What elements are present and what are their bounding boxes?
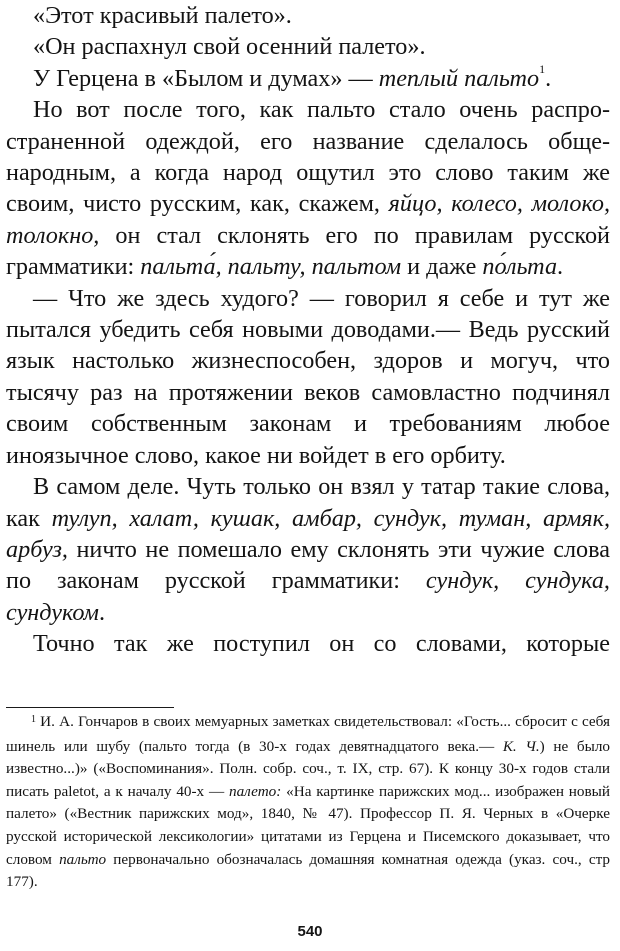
footnote-italic-3: пальто	[59, 850, 107, 868]
paragraph-1-text: «Этот красивый палето».	[33, 2, 292, 29]
paragraph-4-text-2: он стал склонять его по правилам русской грамматики:	[6, 221, 610, 281]
paragraph-4-text-3: и даже	[401, 253, 483, 281]
paragraph-4-text-1: Но вот после того, как пальто стало очень распространенной одеждой, его название сделалось общенародным, а когда народ ощутил это слово таким же своим, чисто русским, как, скажем,	[6, 96, 610, 218]
paragraph-6	[6, 471, 610, 628]
paragraph-4-italic-3: по́льта	[482, 253, 558, 281]
paragraph-6-text-2: ничто не помешало ему склонять эти чужие слова по законам русской грамматики:	[6, 535, 610, 595]
footnote-italic-2: палето:	[228, 782, 282, 800]
footnote-text-4: первоначально обозначалась домашняя комнатная одежда (указ. соч., стр 177).	[6, 850, 610, 891]
paragraph-6-text-1: В самом деле. Чуть только он взял у татар такие слова, как	[6, 473, 610, 532]
paragraph-5	[6, 283, 610, 471]
paragraph-3-text: У Герцена в «Былом и думах» —	[33, 64, 379, 92]
paragraph-4-end: .	[557, 253, 564, 281]
footnote-text-2: ) не было известно...)» («Воспоминания». Полн. собр. соч., т. IX, стр. 67). К концу 30-х годов стали писать paletot, а к началу 40-х —	[6, 737, 610, 800]
paragraph-3	[6, 63, 610, 94]
paragraph-1	[6, 0, 610, 31]
paragraph-6-italic-2: сундук, сундука, сундуком	[6, 567, 610, 626]
page-number: 540	[297, 923, 323, 940]
footnote-text-1: И. А. Гончаров в своих мемуарных заметках свидетельствовал: «Гость... сбросит с себя шинель или шубу (пальто тогда (в 30-х годах девятнадцатого века.—	[6, 713, 610, 755]
paragraph-7	[6, 628, 610, 659]
paragraph-2	[6, 31, 610, 62]
paragraph-7-text: Точно так же поступил он со словами, которые	[33, 630, 610, 658]
paragraph-3-end: .	[545, 64, 552, 92]
paragraph-4-italic-2: пальта́, пальту, пальтом	[140, 253, 402, 281]
paragraph-3-italic: теплый пальто	[378, 64, 540, 92]
paragraph-4-italic-1: яйцо, колесо, молоко, толокно,	[6, 190, 610, 249]
main-text	[6, 0, 610, 660]
paragraph-2-text: «Он распахнул свой осенний палето».	[33, 33, 426, 61]
paragraph-4	[6, 94, 610, 282]
footnote-divider	[6, 707, 174, 708]
paragraph-5-text: — Что же здесь худого? — говорил я себе и тут же пытался убедить себя новыми доводами.— Ведь русский язык настолько жизнеспособен, здоров и могуч, что тысячу раз на протяжении веков самовластно подчинял своим собственным законам и требованиям любое иноязычное слово, какое ни войдет в его орбиту.	[6, 284, 610, 469]
footnote-1	[6, 711, 610, 894]
footnote	[6, 711, 610, 894]
paragraph-6-italic-1: тулуп, халат, кушак, амбар, сундук, туман, армяк, арбуз,	[6, 504, 610, 563]
footnote-mark: 1	[31, 714, 36, 725]
paragraph-6-end: .	[98, 598, 106, 626]
footnote-reference: 1	[539, 61, 546, 76]
footnote-italic-1: К. Ч.	[502, 737, 540, 755]
footnote-text-3: «На картинке парижских мод... изображен новый палето» («Вестник парижских мод», 1840, № 47). Профессор П. Я. Черных в «Очерке русской исторической лексикологии» цитатами из Герцена и Писемского доказывает, что словом	[6, 782, 611, 868]
